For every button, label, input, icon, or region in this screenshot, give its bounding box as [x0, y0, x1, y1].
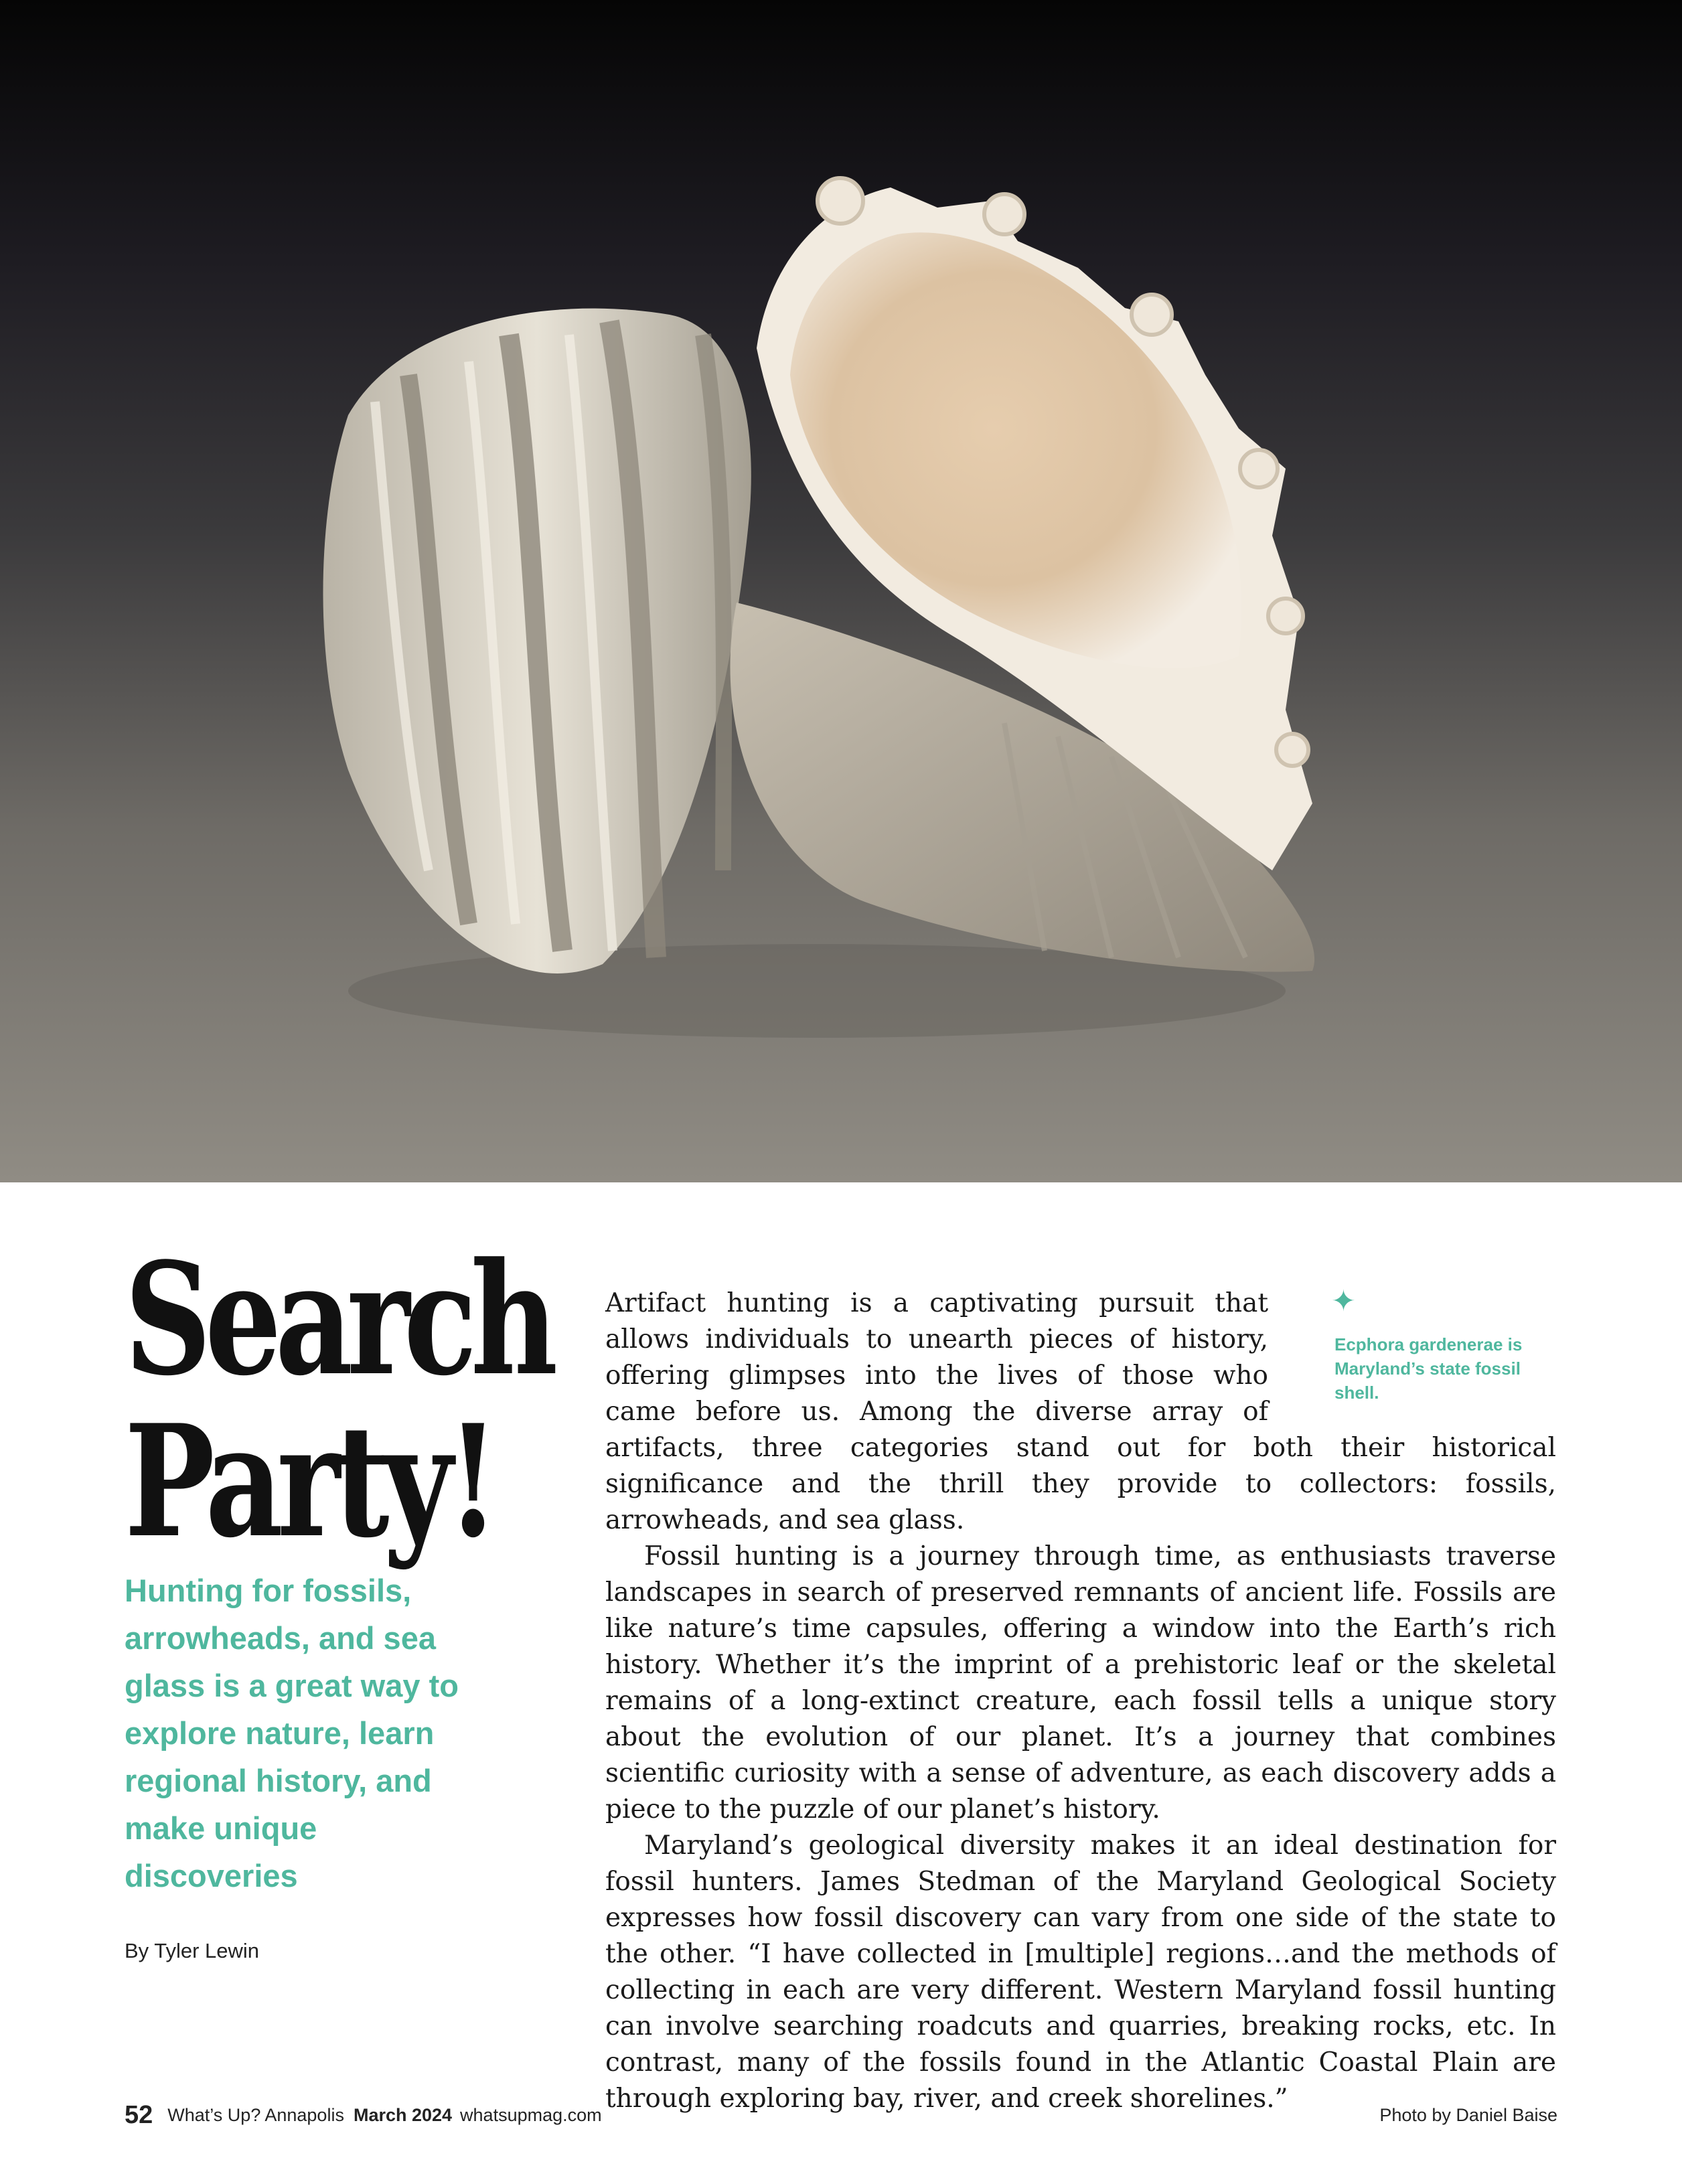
- body-paragraph: Maryland’s geological diversity makes it an ideal destination for fossil hunters. James Stedman of the Maryland Geological Society expresses how fossil discovery can vary from one side of the state to the other. “I have collected in [multiple] regions…and the methods of collecting in each are very different. Western Maryland fossil hunting can involve searching roadcuts and quarries, breaking rocks, etc. In contrast, many of the fossils found in the Atlantic Coastal Plain are through exploring bay, river, and creek shorelines.”: [605, 1830, 1556, 2114]
- body-paragraph: Fossil hunting is a journey through time, as enthusiasts traverse landscapes in search of preserved remnants of ancient life. Fossils are like nature’s time capsules, offering a window into the Earth’s rich history. Whether it’s the imprint of a prehistoric leaf or the skeletal remains of a long-extinct creature, each fossil tells a unique story about the evolution of our planet. It’s a journey that combines scientific curiosity with a sense of adventure, as each discovery adds a piece to the puzzle of our planet’s history.: [605, 1541, 1556, 1824]
- body-paragraph: Artifact hunting is a captivating pursuit that allows individuals to unearth pieces of history, offering glimpses into the lives of those who came before us. Among the diverse array of artifacts, three categories stand out for both their historical significance and the thrill they provide to collectors: fossils, arrowheads, and sea glass.: [605, 1288, 1556, 1535]
- article-body: [605, 1285, 1556, 2117]
- sparkle-icon: ✦: [1331, 1285, 1356, 1318]
- article-title: [125, 1229, 552, 1572]
- caption-spacer: [1268, 1285, 1556, 1430]
- issue-date: March 2024: [353, 2105, 453, 2125]
- photo-credit: Photo by Daniel Baise: [1379, 2105, 1557, 2125]
- page-number: 52: [125, 2101, 153, 2129]
- page-footer: [125, 2101, 1557, 2134]
- footer-publication-line: [125, 2101, 602, 2130]
- title-line-2: Party!: [125, 1391, 493, 1572]
- website-link[interactable]: whatsupmag.com: [460, 2105, 602, 2125]
- photo-caption: Ecphora gardenerae is Maryland’s state fossil shell.: [1334, 1334, 1523, 1403]
- publication-name: What’s Up? Annapolis: [167, 2105, 344, 2125]
- title-line-1: Search: [125, 1229, 552, 1410]
- article-deck: Hunting for fossils, arrowheads, and sea glass is a great way to explore nature, learn regional history, and make unique discoveries: [125, 1573, 459, 1893]
- byline: By Tyler Lewin: [125, 1939, 260, 1962]
